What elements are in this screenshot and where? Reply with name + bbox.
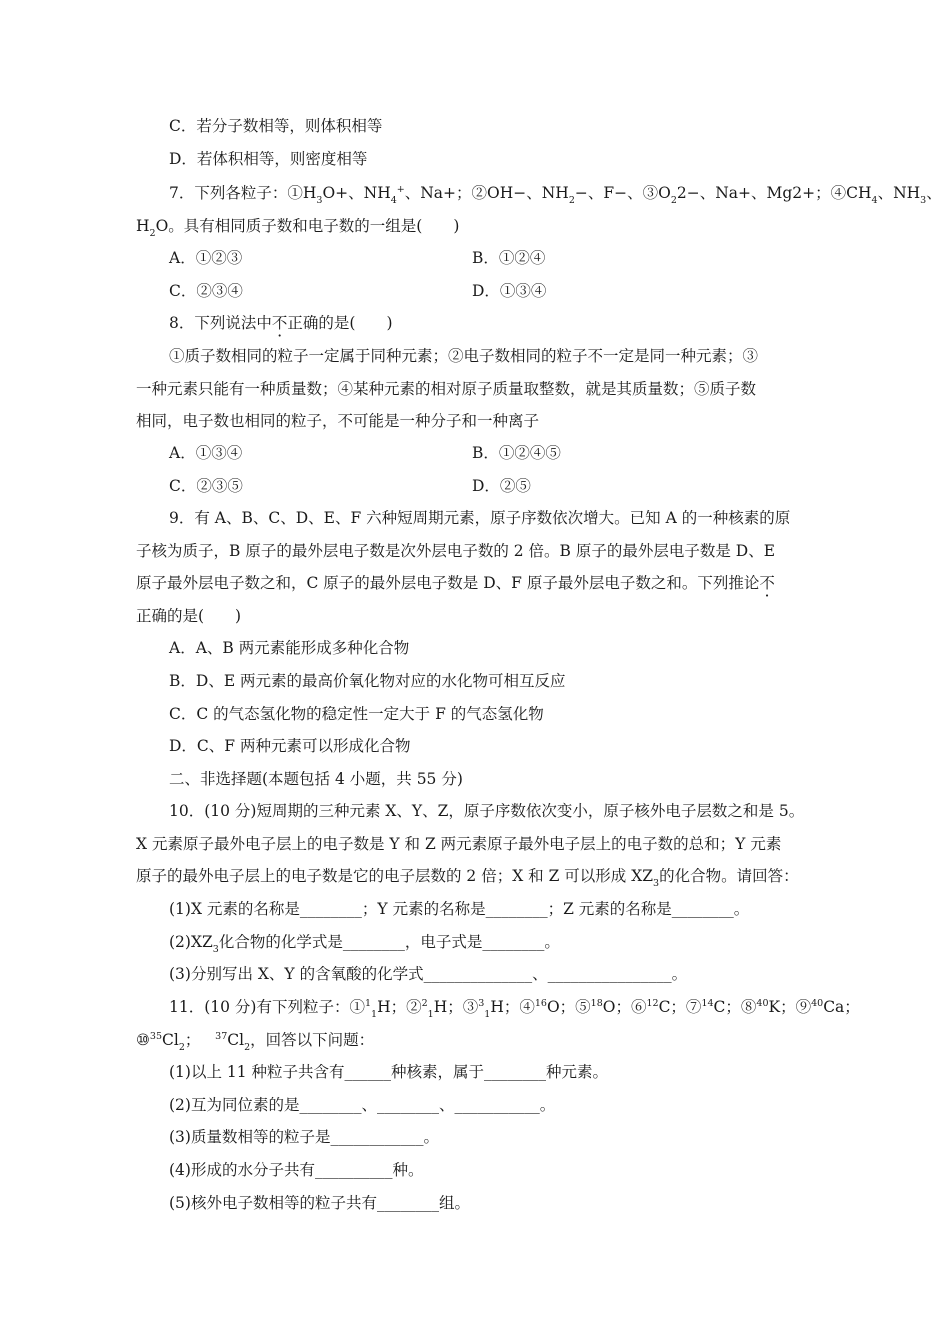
q7-stem-line2: $H_2O$。具有相同质子数和电子数的一组是( ): [136, 217, 460, 239]
q8-body-line2: 一种元素只能有一种质量数；④某种元素的相对原子质量取整数，就是其质量数；⑤质子数: [136, 380, 757, 398]
q10-stem-line1: 10．(10 分)短周期的三种元素 X、Y、Z，原子序数依次变小，原子核外电子层数之和是 5。: [169, 802, 805, 820]
q10-part3: (3)分别写出 X、Y 的含氧酸的化学式______________、________________。: [169, 965, 688, 983]
q11-stem-line2: $⑩^{35}Cl_2$； $^{37}Cl_2$，回答以下问题：: [136, 1031, 375, 1053]
q8-option-d: D．②⑤: [472, 477, 531, 495]
q9-option-b: B．D、E 两元素的最高价氧化物对应的水化物可相互反应: [169, 672, 566, 690]
q8-body-line1: ①质子数相同的粒子一定属于同种元素；②电子数相同的粒子不一定是同一种元素；③: [169, 347, 759, 365]
q9-stem-line2: 子核为质子，B 原子的最外层电子数是次外层电子数的 2 倍。B 原子的最外层电子数是 D、E: [136, 542, 776, 560]
q9-option-d: D．C、F 两种元素可以形成化合物: [169, 737, 411, 755]
section-heading: 二、非选择题(本题包括 4 小题，共 55 分): [169, 770, 463, 788]
q8-option-b: B．①②④⑤: [472, 444, 561, 462]
q7-option-b: B．①②④: [472, 249, 546, 267]
q11-part3: (3)质量数相等的粒子是____________。: [169, 1128, 439, 1146]
q10-stem-line3: 原子的最外电子层上的电子数是它的电子层数的 2 倍；X 和 Z 可以形成 $XZ_3$的化合物。请回答：: [136, 867, 799, 889]
q11-part5: (5)核外电子数相等的粒子共有________组。: [169, 1194, 470, 1212]
q10-part2: $(2)XZ_3$化合物的化学式是________，电子式是________。: [169, 933, 560, 955]
q9-stem-line4: 正确的是( ): [136, 607, 242, 625]
q9-option-a: A．A、B 两元素能形成多种化合物: [169, 639, 410, 657]
q9-option-c: C．C 的气态氢化物的稳定性一定大于 F 的气态氢化物: [169, 705, 544, 723]
q8-body-line3: 相同，电子数也相同的粒子，不可能是一种分子和一种离子: [136, 412, 540, 430]
q10-stem-line2: X 元素原子最外电子层上的电子数是 Y 和 Z 两元素原子最外电子层上的电子数的总和；Y 元素: [136, 835, 782, 853]
q11-part1: (1)以上 11 种粒子共含有______种核素，属于________种元素。: [169, 1063, 609, 1081]
q7-stem-line1: 7．下列各粒子：$①H_3O+$、$NH_4^+$、Na+；②OH−、$NH_2-$、F−、$③O_22-$、Na+、Mg2+；$④CH_4$、$NH_3$、: [169, 184, 942, 206]
q6-option-d: D．若体积相等，则密度相等: [169, 150, 368, 168]
q8-option-a: A．①③④: [169, 444, 243, 462]
q10-part1: (1)X 元素的名称是________；Y 元素的名称是________；Z 元素的名称是________。: [169, 900, 750, 918]
q9-stem-line3: 原子最外层电子数之和，C 原子的最外层电子数是 D、F 原子最外层电子数之和。下列推论不: [136, 574, 775, 592]
q9-stem-line1: 9．有 A、B、C、D、E、F 六种短周期元素，原子序数依次增大。已知 A 的一种核素的原: [169, 509, 791, 527]
q6-option-c: C．若分子数相等，则体积相等: [169, 117, 383, 135]
q8-option-c: C．②③⑤: [169, 477, 243, 495]
q7-option-c: C．②③④: [169, 282, 243, 300]
q11-stem-line1: 11．(10 分)有下列粒子：①$^1_1$H；②$^2_1$H；③$^3_1$H；④$^{16}$O；⑤$^{18}$O；⑥$^{12}$C；⑦$^{14}$C；⑧$^{40}$K；⑨$^{40}$Ca；: [169, 998, 860, 1020]
q11-part2: (2)互为同位素的是________、________、___________。: [169, 1096, 556, 1114]
q7-option-d: D．①③④: [472, 282, 547, 300]
q7-option-a: A．①②③: [169, 249, 243, 267]
q11-part4: (4)形成的水分子共有__________种。: [169, 1161, 424, 1179]
q8-stem: 8．下列说法中不正确的是( ): [169, 314, 393, 332]
